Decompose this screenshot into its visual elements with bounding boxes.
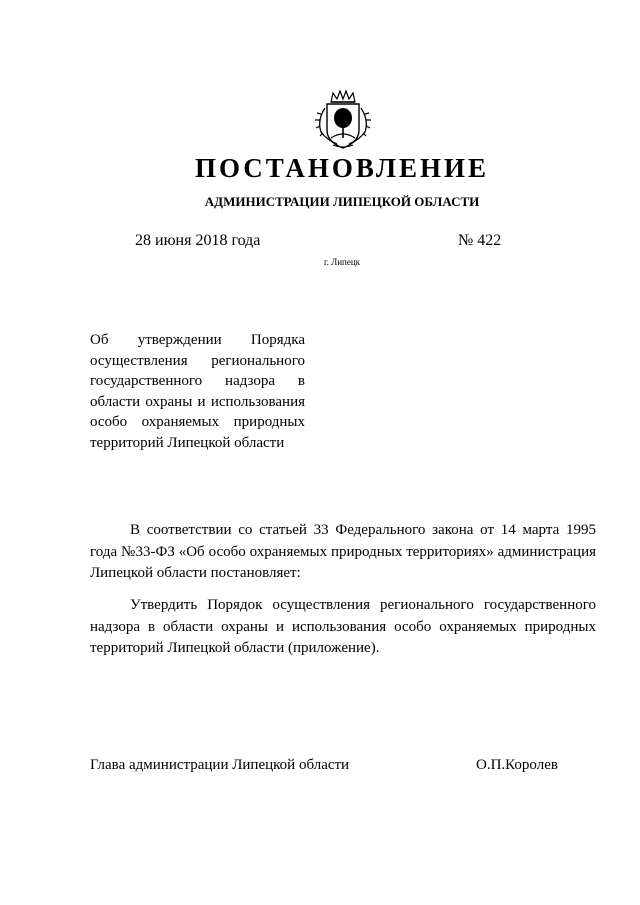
body-paragraph: Утвердить Порядок осуществления регионального государственного надзора в области охраны и использования особо охраняемых природных территорий Липецкой области (приложение). bbox=[90, 597, 596, 656]
body-paragraph: В соответствии со статьей 33 Федерального закона от 14 марта 1995 года №33-ФЗ «Об особо охраняемых природных территориях» администрация Липецкой области постановляет: bbox=[90, 522, 596, 581]
signatory-name: О.П.Королев bbox=[476, 757, 558, 773]
signatory-role: Глава администрации Липецкой области bbox=[90, 757, 350, 773]
coat-of-arms-icon bbox=[307, 88, 379, 150]
document-number: № 422 bbox=[458, 232, 502, 249]
document-title: ПОСТАНОВЛЕНИЕ bbox=[194, 153, 490, 183]
document-date: 28 июня 2018 года bbox=[135, 232, 261, 249]
document-city: г. Липецк bbox=[323, 257, 361, 267]
document-subject: Об утверждении Порядка осуществления регионального государственного надзора в области охраны и использования особо охраняемых природных территорий Липецкой области bbox=[90, 332, 305, 451]
issuing-authority: АДМИНИСТРАЦИИ ЛИПЕЦКОЙ ОБЛАСТИ bbox=[204, 194, 480, 209]
